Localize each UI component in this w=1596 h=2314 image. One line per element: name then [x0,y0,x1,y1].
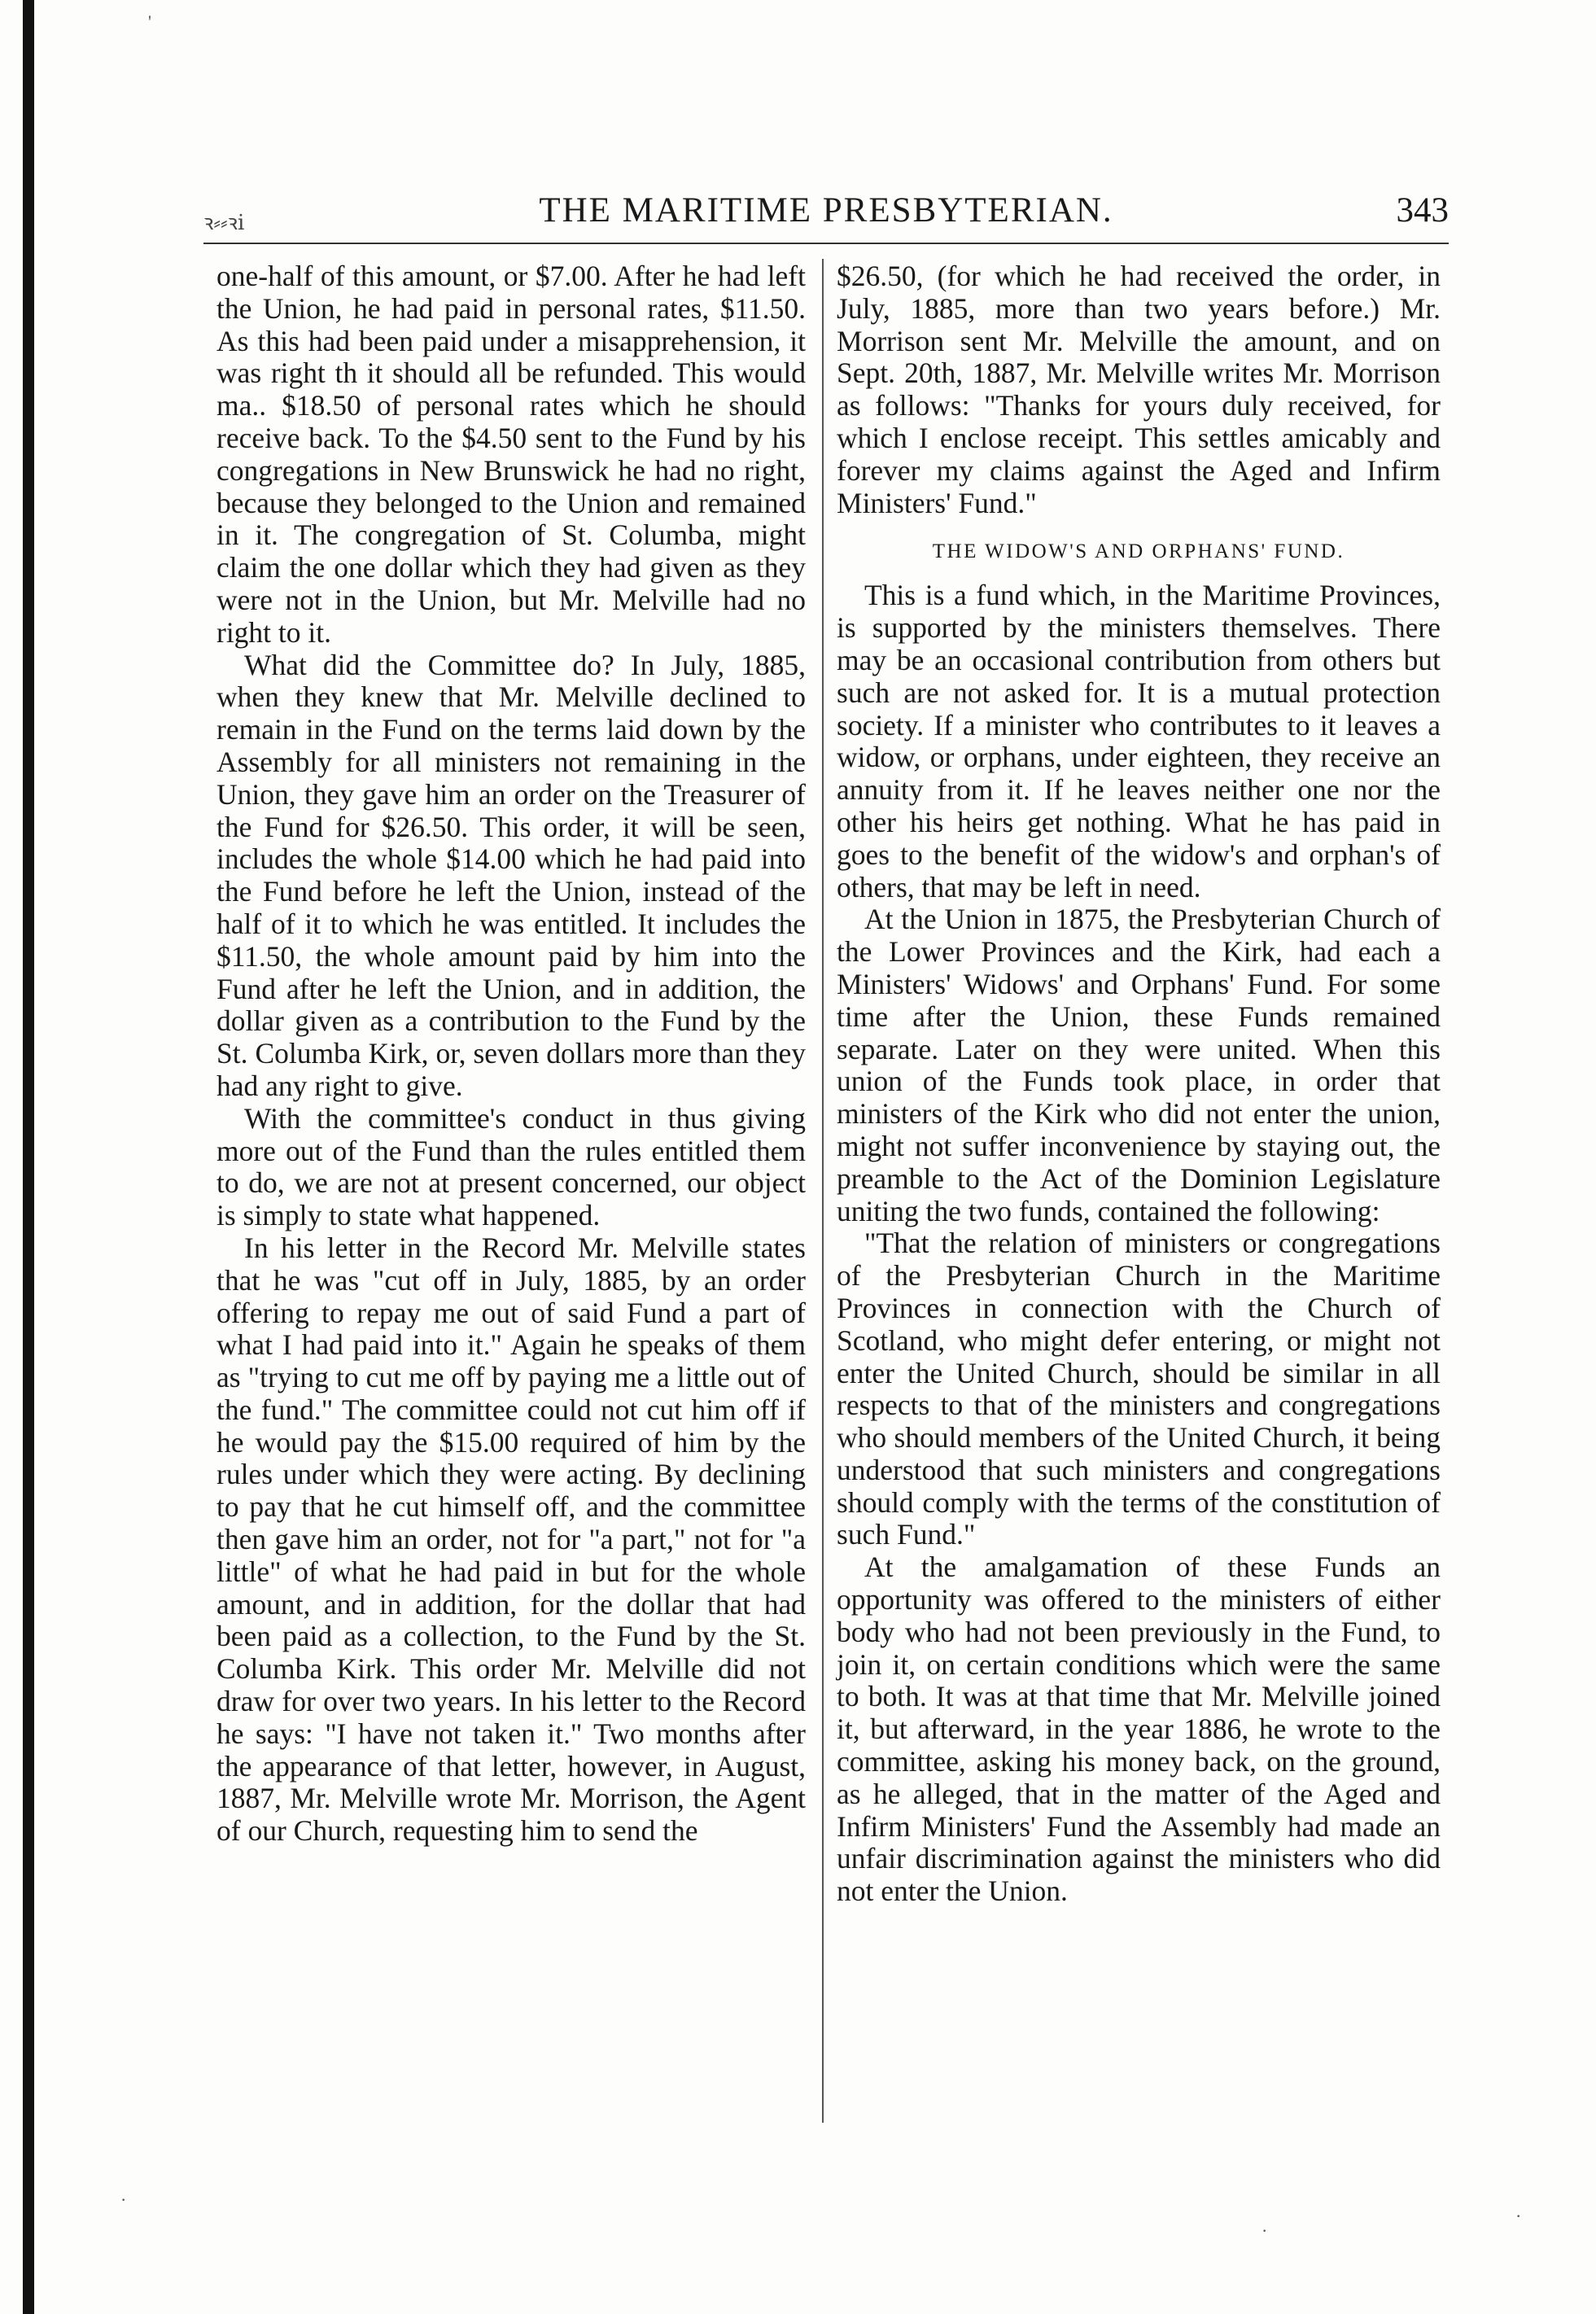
left-paragraph-1: one-half of this amount, or $7.00. After he had left the Union, he had paid in personal rates, $11.50. As this had been paid under a misapprehension, it was right th it should all be refunded. This would ma.. $18.50 of personal rates which he should receive back. To the $4.50 sent to the Fund by his congregations in New Brunswick he had no right, because they belonged to the Union and remained in it. The congregation of St. Columba, might claim the one dollar which they had given as they were not in the Union, but Mr. Melville had no right to it. [216,260,806,649]
print-speck: · [120,2189,127,2210]
right-paragraph-3: "That the relation of ministers or congregations of the Presbyterian Church in the Maritime Provinces in connection with the Church of Scotland, who might defer entering, or might not enter the United Church, should be similar in all respects to that of the ministers and congregations who should members of the United Church, it being understood that such ministers and congregations should comply with the terms of the constitution of such Fund." [837,1227,1441,1551]
page-header [203,189,1449,238]
page-number: 343 [1396,191,1449,230]
header-rule [203,243,1449,244]
print-speck: · [1515,2206,1522,2226]
publication-title: THE MARITIME PRESBYTERIAN. [539,191,1113,230]
header-marker: ꝛ⸗⸗ꝛⅰ [203,211,245,234]
right-column [837,260,1441,1908]
right-paragraph-4: At the amalgamation of these Funds an opportunity was offered to the ministers of either body who had not been previously in the Fund, to join it, on certain conditions which were the same to both. It was at that time that Mr. Melville joined it, but afterward, in the year 1886, he wrote to the committee, asking his money back, on the ground, as he alleged, that in the matter of the Aged and Infirm Ministers' Fund the Assembly had made an unfair discrimination against the ministers who did not enter the Union. [837,1551,1441,1908]
right-paragraph-1: This is a fund which, in the Maritime Provinces, is supported by the ministers themselves. There may be an occasional contribution from others but such are not asked for. It is a mutual protection society. If a minister who contributes to it leaves a widow, or orphans, under eighteen, they receive an annuity from it. If he leaves neither one nor the other his heirs get nothing. What he has paid in goes to the benefit of the widow's and orphan's of others, that may be left in need. [837,579,1441,903]
right-paragraph-2: At the Union in 1875, the Presbyterian Church of the Lower Provinces and the Kirk, had each a Ministers' Widows' and Orphans' Fund. For some time after the Union, these Funds remained separate. Later on they were united. When this union of the Funds took place, in order that ministers of the Kirk who did not enter the union, might not suffer inconvenience by staying out, the preamble to the Act of the Dominion Legislature uniting the two funds, contained the following: [837,903,1441,1227]
left-paragraph-2: What did the Committee do? In July, 1885, when they knew that Mr. Melville declined to remain in the Fund on the terms laid down by the Assembly for all ministers not remaining in the Union, they gave him an order on the Treasurer of the Fund for $26.50. This order, it will be seen, includes the whole $14.00 which he had paid into the Fund before he left the Union, instead of the half of it to which he was entitled. It includes the $11.50, the whole amount paid by him into the Fund after he left the Union, and in addition, the dollar given as a contribution to the Fund by the St. Columba Kirk, or, seven dollars more than they had any right to give. [216,648,806,1102]
column-divider [822,259,824,2123]
left-paragraph-4: In his letter in the Record Mr. Melville states that he was "cut off in July, 1885, by an order offering to repay me out of said Fund a part of what I had paid into it." Again he speaks of them as "trying to cut me off by paying me a little out of the fund." The committee could not cut him off if he would pay the $15.00 required of him by the rules under which they were acting. By declining to pay that he cut himself off, and the committee then gave him an order, not for "a part," not for "a little" of what he had paid in but for the whole amount, and in addition, for the dollar that had been paid as a collection, to the Fund by the St. Columba Kirk. This order Mr. Melville did not draw for over two years. In his letter to the Record he says: "I have not taken it." Two months after the appearance of that letter, however, in August, 1887, Mr. Melville wrote Mr. Morrison, the Agent of our Church, requesting him to send the [216,1231,806,1848]
left-binding-edge [23,0,34,2314]
section-heading: THE WIDOW'S AND ORPHANS' FUND. [932,540,1345,563]
left-paragraph-3: With the committee's conduct in thus giving more out of the Fund than the rules entitled them to do, we are not at present concerned, our object is simply to state what happened. [216,1101,806,1232]
right-intro-paragraph: $26.50, (for which he had received the order, in July, 1885, more than two years before.) Mr. Morrison sent Mr. Melville the amount, and on Sept. 20th, 1887, Mr. Melville writes Mr. Morrison as follows: "Thanks for yours duly received, for which I enclose receipt. This settles amicably and forever my claims against the Aged and Infirm Ministers' Fund." [837,260,1441,519]
print-speck: ' [148,11,151,32]
print-speck: · [1261,2220,1268,2241]
left-column [216,260,806,1848]
